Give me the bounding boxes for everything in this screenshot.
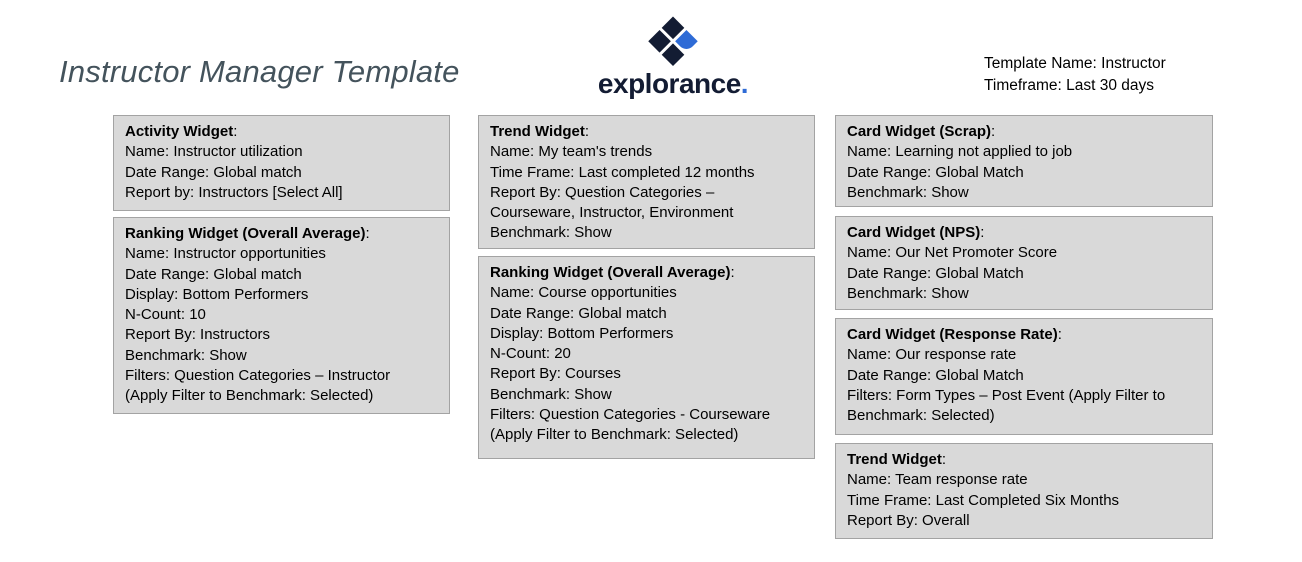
- widget-line: Name: Learning not applied to job: [847, 143, 1073, 161]
- widget-line: Date Range: Global match: [490, 304, 667, 322]
- widget-line: Date Range: Global match: [125, 163, 302, 181]
- widget-line: Name: Course opportunities: [490, 284, 677, 302]
- widget-line: Date Range: Global match: [125, 265, 302, 283]
- widget-box-trend-team: [478, 115, 815, 249]
- widget-line: Report By: Courses: [490, 365, 621, 383]
- logo-period: .: [740, 68, 749, 99]
- heading-colon: :: [365, 225, 370, 242]
- widget-heading-line: [847, 450, 1201, 470]
- widget-heading: Card Widget (Response Rate): [847, 326, 1058, 343]
- timeframe-text: Timeframe: Last 30 days: [984, 76, 1154, 94]
- widget-line: Name: Team response rate: [847, 471, 1028, 489]
- widget-line: Filters: Form Types – Post Event (Apply Filter to: [847, 386, 1166, 404]
- widget-box-card-nps: [835, 216, 1213, 310]
- widget-box-ranking-course: [478, 256, 815, 459]
- widget-line: Report By: Question Categories –: [490, 183, 715, 201]
- heading-colon: :: [941, 451, 947, 468]
- template-name-text: Template Name: Instructor: [984, 55, 1166, 72]
- template-meta: [984, 53, 1166, 96]
- widget-box-card-response-rate: [835, 318, 1213, 435]
- widget-heading-line: [847, 223, 1201, 243]
- widget-line: Name: Our Net Promoter Score: [847, 244, 1058, 262]
- widget-line: Name: Instructor opportunities: [125, 245, 326, 263]
- widget-heading: Activity Widget: [125, 123, 234, 140]
- widget-line: Name: My team's trends: [490, 143, 653, 161]
- widget-line: Date Range: Global Match: [847, 163, 1024, 181]
- widget-line: Benchmark: Show: [490, 224, 612, 242]
- heading-colon: :: [980, 224, 985, 241]
- widget-heading-line: [125, 224, 438, 244]
- widget-line: Filters: Question Categories – Instructor: [125, 367, 391, 385]
- widget-heading: Trend Widget: [847, 451, 942, 468]
- widget-heading: Card Widget (NPS): [847, 224, 981, 241]
- widget-line: Date Range: Global Match: [847, 264, 1024, 282]
- widget-heading: Ranking Widget (Overall Average): [490, 264, 731, 281]
- widget-line: Report By: Instructors: [125, 326, 271, 344]
- widget-box-card-scrap: [835, 115, 1213, 207]
- widget-line: N-Count: 20: [490, 345, 571, 363]
- widget-line: Report By: Overall: [847, 511, 970, 529]
- widget-line: Benchmark: Selected): [847, 407, 995, 425]
- widget-heading: Card Widget (Scrap): [847, 123, 992, 140]
- widget-line: (Apply Filter to Benchmark: Selected): [125, 387, 374, 405]
- widget-heading-line: [125, 122, 438, 142]
- widget-line: Filters: Question Categories - Courseware: [490, 406, 771, 424]
- widget-line: Benchmark: Show: [847, 284, 969, 302]
- widget-line: (Apply Filter to Benchmark: Selected): [490, 426, 739, 444]
- widget-line: Benchmark: Show: [490, 385, 612, 403]
- widget-heading-line: [847, 325, 1201, 345]
- widget-box-ranking-instructor: [113, 217, 450, 414]
- widget-box-trend-response: [835, 443, 1213, 539]
- widget-heading-line: [490, 122, 803, 142]
- widget-line: Courseware, Instructor, Environment: [490, 204, 734, 222]
- explorance-logo: [588, 18, 758, 98]
- widget-line: N-Count: 10: [125, 306, 206, 324]
- heading-colon: :: [233, 123, 238, 140]
- widget-heading: Trend Widget: [490, 123, 585, 140]
- widget-line: Name: Instructor utilization: [125, 143, 303, 161]
- widget-line: Report by: Instructors [Select All]: [125, 183, 343, 201]
- logo-word: explorance: [597, 68, 741, 99]
- heading-colon: :: [730, 264, 735, 281]
- heading-colon: :: [991, 123, 996, 140]
- explorance-wordmark: [588, 70, 758, 98]
- widget-line: Name: Our response rate: [847, 346, 1017, 364]
- page-title: Instructor Manager Template: [59, 54, 460, 89]
- widget-heading-line: [847, 122, 1201, 142]
- widget-line: Benchmark: Show: [125, 346, 247, 364]
- widget-heading: Ranking Widget (Overall Average): [125, 225, 366, 242]
- widget-line: Time Frame: Last Completed Six Months: [847, 491, 1120, 509]
- widget-line: Display: Bottom Performers: [490, 324, 674, 342]
- heading-colon: :: [584, 123, 590, 140]
- widget-line: Time Frame: Last completed 12 months: [490, 163, 755, 181]
- explorance-diamond-icon: [648, 17, 699, 68]
- widget-box-activity: [113, 115, 450, 211]
- widget-line: Date Range: Global Match: [847, 366, 1024, 384]
- widget-line: Display: Bottom Performers: [125, 285, 309, 303]
- heading-colon: :: [1057, 326, 1062, 343]
- widget-line: Benchmark: Show: [847, 183, 969, 201]
- widget-heading-line: [490, 263, 803, 283]
